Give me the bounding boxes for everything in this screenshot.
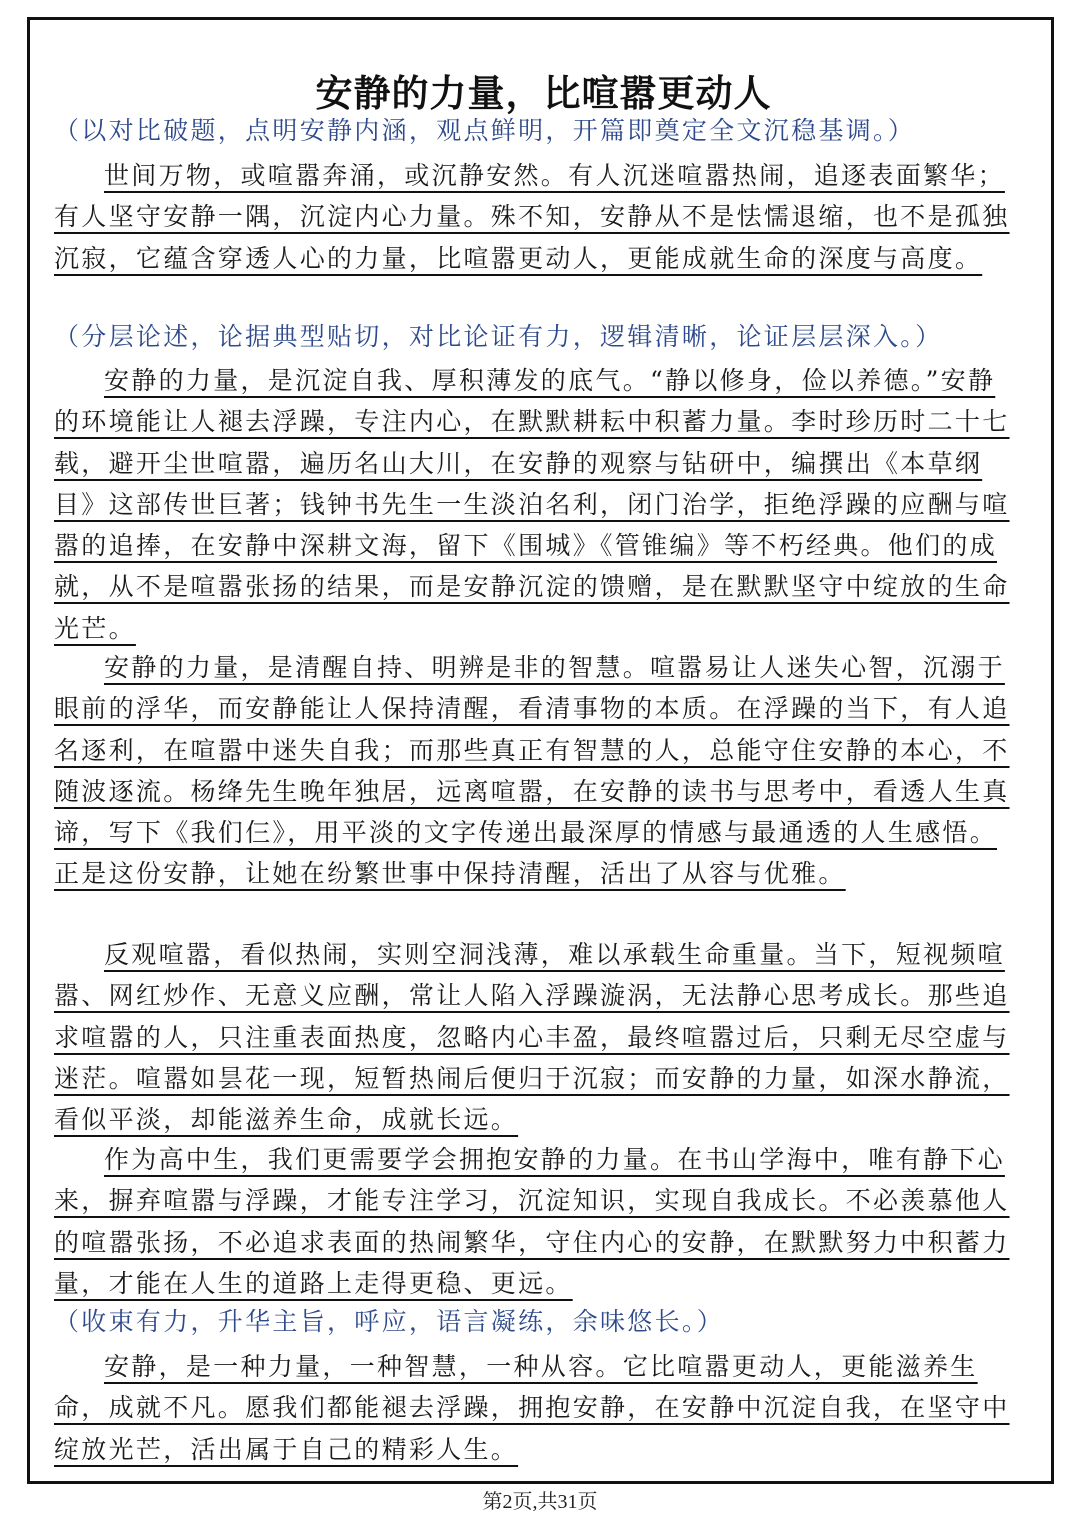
paragraph-body-3-text: 反观喧嚣，看似热闹，实则空洞浅薄，难以承载生命重量。当下，短视频喧嚣、网红炒作、无意义应酬，常让人陷入浮躁漩涡，无法静心思考成长。那些追求喧嚣的人，只注重表面热度，忽略内心丰盈，最终喧嚣过后，只剩无尽空虚与迷茫。喧嚣如昙花一现，短暂热闹后便归于沉寂；而安静的力量，如深水静流，看似平淡，却能滋养生命，成就长远。 (54, 940, 1010, 1135)
paragraph-body-1 (54, 360, 1014, 649)
comment-ending: （收束有力，升华主旨，呼应，语言凝练，余味悠长。） (54, 1307, 725, 1336)
paragraph-conclusion (54, 1346, 1014, 1470)
paragraph-body-4 (54, 1139, 1014, 1304)
paragraph-body-3 (54, 934, 1014, 1140)
paragraph-intro (54, 155, 1014, 279)
page-number: 第2页,共31页 (482, 1491, 598, 1513)
comment-body: （分层论述，论据典型贴切，对比论证有力，逻辑清晰，论证层层深入。） (54, 322, 943, 351)
comment-opening: （以对比破题，点明安静内涵，观点鲜明，开篇即奠定全文沉稳基调。） (54, 116, 916, 145)
page-frame (27, 17, 1054, 1484)
paragraph-body-2-text: 安静的力量，是清醒自持、明辨是非的智慧。喧嚣易让人迷失心智，沉溺于眼前的浮华，而安静能让人保持清醒，看清事物的本质。在浮躁的当下，有人追名逐利，在喧嚣中迷失自我；而那些真正有智慧的人，总能守住安静的本心，不随波逐流。杨绛先生晚年独居，远离喧嚣，在安静的读书与思考中，看透人生真谛，写下《我们仨》，用平淡的文字传递出最深厚的情感与最通透的人生感悟。正是这份安静，让她在纷繁世事中保持清醒，活出了从容与优雅。 (54, 653, 1010, 889)
paragraph-body-4-text: 作为高中生，我们更需要学会拥抱安静的力量。在书山学海中，唯有静下心来，摒弃喧嚣与浮躁，才能专注学习，沉淀知识，实现自我成长。不必羡慕他人的喧嚣张扬，不必追求表面的热闹繁华，守住内心的安静，在默默努力中积蓄力量，才能在人生的道路上走得更稳、更远。 (54, 1145, 1010, 1298)
paragraph-intro-text: 世间万物，或喧嚣奔涌，或沉静安然。有人沉迷喧嚣热闹，追逐表面繁华；有人坚守安静一隅，沉淀内心力量。殊不知，安静从不是怯懦退缩，也不是孤独沉寂，它蕴含穿透人心的力量，比喧嚣更动人，更能成就生命的深度与高度。 (54, 161, 1010, 273)
paragraph-body-2 (54, 647, 1014, 895)
paragraph-body-1-text: 安静的力量，是沉淀自我、厚积薄发的底气。“静以修身，俭以养德。”安静的环境能让人褪去浮躁，专注内心，在默默耕耘中积蓄力量。李时珍历时二十七载，避开尘世喧嚣，遍历名山大川，在安静的观察与钻研中，编撰出《本草纲目》这部传世巨著；钱钟书先生一生淡泊名利，闭门治学，拒绝浮躁的应酬与喧嚣的追捧，在安静中深耕文海，留下《围城》《管锥编》等不朽经典。他们的成就，从不是喧嚣张扬的结果，而是安静沉淀的馈赠，是在默默坚守中绽放的生命光芒。 (54, 366, 1010, 643)
essay-title: 安静的力量，比喧嚣更动人 (315, 72, 772, 115)
paragraph-conclusion-text: 安静，是一种力量，一种智慧，一种从容。它比喧嚣更动人，更能滋养生命，成就不凡。愿我们都能褪去浮躁，拥抱安静，在安静中沉淀自我，在坚守中绽放光芒，活出属于自己的精彩人生。 (54, 1352, 1010, 1464)
